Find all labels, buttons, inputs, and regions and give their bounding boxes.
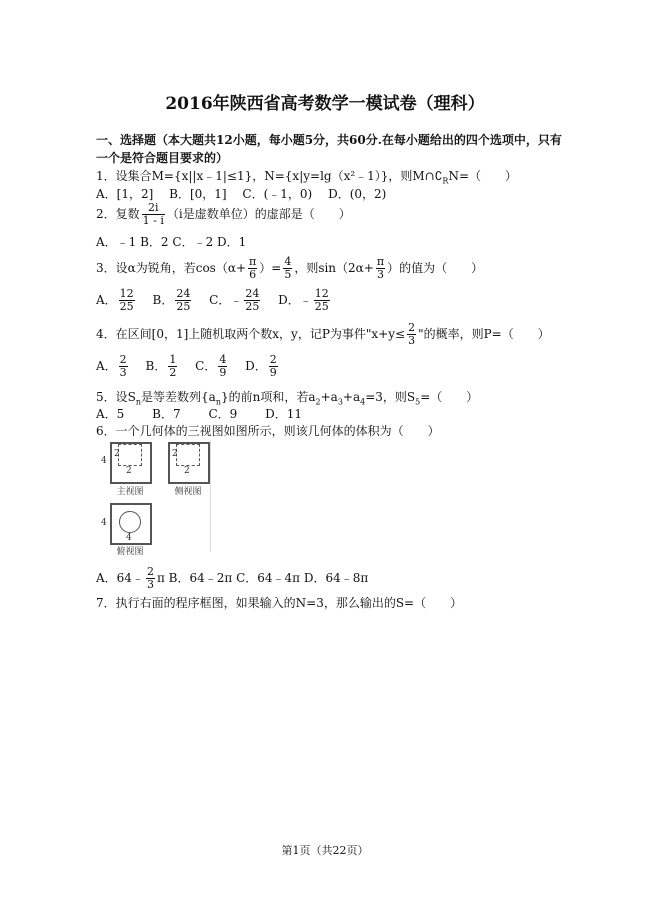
front-view-hidden-edges	[118, 444, 142, 466]
section-heading-line1: 一、选择题（本大题共12小题，每小题5分，共60分.在每小题给出的四个选项中，只有	[96, 133, 562, 147]
choice-d: D．11	[265, 407, 302, 421]
choice-a: A． $\frac{2}{3}$	[96, 353, 127, 379]
fraction: $\frac{2i}{1 - i}$	[142, 201, 164, 227]
question-5-stem: 5．设$S_n$是等差数列$\{a_n\}$的前n项和，若$a_2+a_3+a_4=3$，则$S_5=$（ ）	[96, 390, 479, 407]
question-6-stem: 6．一个几何体的三视图如图所示，则该几何体的体积为（ ）	[96, 424, 440, 438]
top-view-circle	[119, 511, 141, 533]
choice-c: C．9	[208, 407, 238, 421]
choice-c: C． $\frac{4}{9}$	[195, 353, 227, 379]
choice-d: D．﹣ $\frac{12}{25}$	[278, 287, 329, 313]
question-6-choices: A．64﹣ $\frac{2}{3}$ π B．64﹣2π C．64﹣4π D．64﹣8π	[96, 565, 369, 591]
question-2-stem: 2．复数 $\frac{2i}{1 - i}$ （i是虚数单位）的虚部是（ ）	[96, 201, 351, 227]
dimension-label: 4	[101, 518, 107, 528]
question-2-choices: A．﹣1 B．2 C．﹣2 D．1	[96, 235, 247, 249]
side-view-hidden-edges	[176, 444, 200, 466]
choice-a: A．[1，2]	[96, 187, 154, 201]
choice-b: B．7	[152, 407, 181, 421]
choice-b: B． $\frac{1}{2}$	[145, 353, 177, 379]
side-view-caption: 侧视图	[174, 487, 202, 497]
figure-border	[210, 440, 211, 552]
question-3-stem: 3．设α为锐角，若cos（α+ $\frac{\pi}{6}$ ）= $\frac{4}{5}$ ，则sin（2α+ $\frac{\pi}{3}$ ）的值为（ ）	[96, 255, 484, 281]
choice-d: D．(0，2)	[328, 187, 387, 201]
choice-b: B．[0，1]	[169, 187, 227, 201]
dimension-label: 4	[126, 533, 132, 543]
question-1-choices	[96, 185, 398, 202]
front-view-caption: 主视图	[116, 487, 144, 497]
question-3-choices	[96, 288, 344, 313]
dimension-label: 2	[114, 449, 120, 459]
top-view-caption: 俯视图	[116, 547, 144, 557]
dimension-label: 4	[101, 456, 107, 466]
dimension-label: 2	[184, 466, 190, 476]
question-7-stem: 7．执行右面的程序框图，如果输入的N=3，那么输出的S=（ ）	[96, 596, 463, 610]
page-title: 2016年陕西省高考数学一模试卷（理科）	[165, 94, 485, 114]
question-4-choices	[96, 354, 292, 379]
choice-a: A． $\frac{12}{25}$	[96, 287, 134, 313]
page-footer: 第1页（共22页）	[281, 844, 369, 857]
choice-b: B． $\frac{24}{25}$	[152, 287, 191, 313]
dimension-label: 2	[172, 449, 178, 459]
choice-d: D． $\frac{2}{9}$	[245, 353, 277, 379]
choice-c: C．(﹣1，0)	[242, 187, 313, 201]
question-1-stem: 1．设集合M={x||x﹣1|≤1}，N={x|y=lg（x²﹣1）}，则$M\cap∁_RN=$（ ）	[96, 169, 518, 186]
question-5-choices	[96, 405, 314, 422]
dimension-label: 2	[126, 466, 132, 476]
choice-c: C．﹣ $\frac{24}{25}$	[209, 287, 260, 313]
question-4-stem: 4．在区间[0，1]上随机取两个数x，y，记P为事件"x+y≤ $\frac{2}{3}$ "的概率，则P=（ ）	[96, 321, 550, 347]
choice-a: A．5	[96, 407, 125, 421]
section-heading-line2: 一个是符合题目要求的）	[96, 151, 229, 165]
